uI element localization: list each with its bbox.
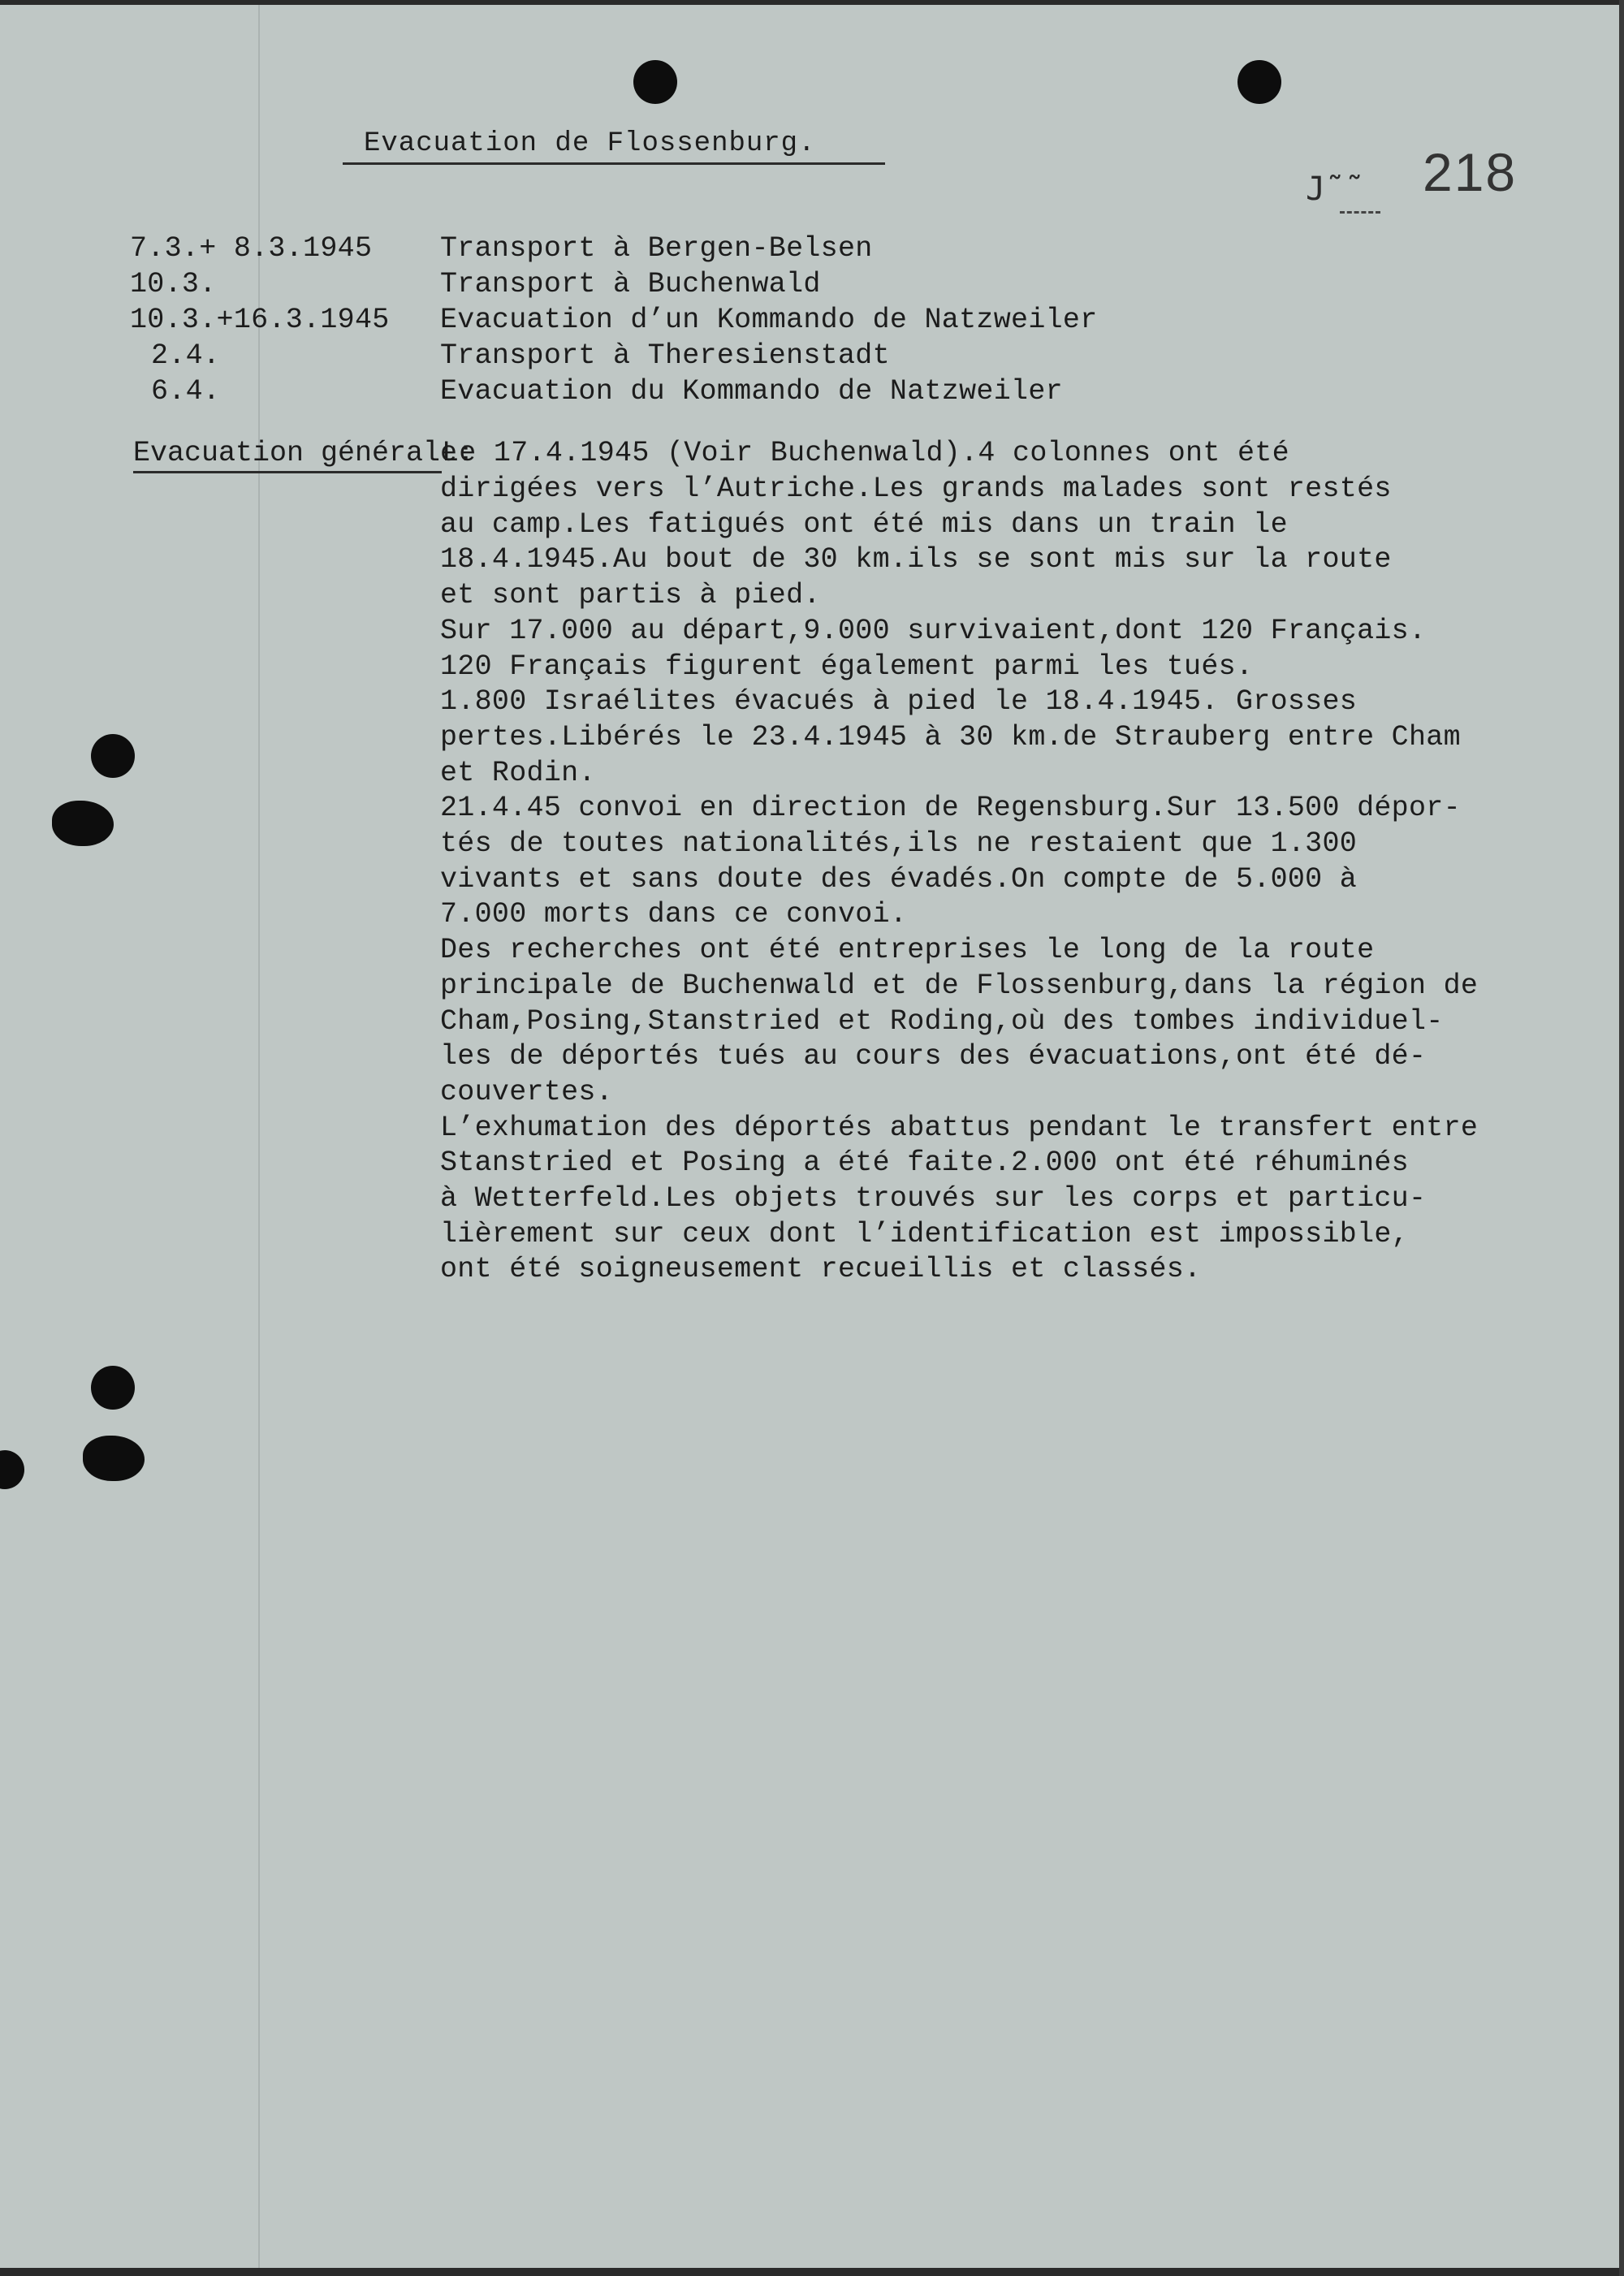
general-body-line: à Wetterfeld.Les objets trouvés sur les corps et particu- xyxy=(440,1182,1427,1215)
transport-event: Transport à Theresienstadt xyxy=(440,339,890,372)
transport-date: 6.4. xyxy=(151,375,221,408)
general-body-line: tés de toutes nationalités,ils ne restaient que 1.300 xyxy=(440,827,1358,860)
stamp-dashes xyxy=(1340,211,1380,214)
punch-hole xyxy=(1237,60,1281,104)
general-body-line: ont été soigneusement recueillis et classés. xyxy=(440,1253,1202,1286)
general-body-line: lièrement sur ceux dont l’identification est impossible, xyxy=(440,1217,1409,1250)
title-underline xyxy=(343,162,885,165)
general-body-line: 21.4.45 convoi en direction de Regensburg.Sur 13.500 dépor- xyxy=(440,792,1461,825)
transport-event: Evacuation d’un Kommando de Natzweiler xyxy=(440,304,1098,336)
general-body-line: vivants et sans doute des évadés.On compte de 5.000 à xyxy=(440,862,1358,896)
transport-event: Evacuation du Kommando de Natzweiler xyxy=(440,375,1063,408)
general-body-line: 1.800 Israélites évacués à pied le 18.4.1945. Grosses xyxy=(440,685,1358,719)
transport-date: 10.3. xyxy=(130,268,217,300)
punch-hole xyxy=(0,1450,24,1489)
general-body-line: couvertes. xyxy=(440,1075,614,1108)
general-body-line: Sur 17.000 au départ,9.000 survivaient,dont 120 Français. xyxy=(440,614,1427,647)
document-title: Evacuation de Flossenburg. xyxy=(364,128,816,159)
general-body-line: et Rodin. xyxy=(440,756,596,789)
margin-line xyxy=(258,0,260,2276)
punch-hole xyxy=(91,734,135,778)
general-body-line: au camp.Les fatigués ont été mis dans un train le xyxy=(440,507,1288,541)
general-body-line: 120 Français figurent également parmi les tués. xyxy=(440,650,1254,683)
general-body-line: Stanstried et Posing a été faite.2.000 ont été réhuminés xyxy=(440,1147,1409,1180)
general-body-line: dirigées vers l’Autriche.Les grands malades sont restés xyxy=(440,473,1392,505)
transport-date: 7.3.+ 8.3.1945 xyxy=(130,232,373,265)
scan-edge-top xyxy=(0,0,1624,5)
general-body-line: principale de Buchenwald et de Flossenburg,dans la région de xyxy=(440,969,1479,1002)
general-body-line: 18.4.1945.Au bout de 30 km.ils se sont mis sur la route xyxy=(440,543,1392,577)
transport-date: 10.3.+16.3.1945 xyxy=(130,304,390,336)
transport-event: Transport à Buchenwald xyxy=(440,268,821,300)
general-first-line: Le 17.4.1945 (Voir Buchenwald).4 colonnes ont été xyxy=(442,437,1289,469)
general-body-line: pertes.Libérés le 23.4.1945 à 30 km.de Strauberg entre Cham xyxy=(440,720,1461,754)
transport-event: Transport à Bergen-Belsen xyxy=(440,232,873,265)
general-body-line: Cham,Posing,Stanstried et Roding,où des tombes individuel- xyxy=(440,1004,1444,1038)
punch-hole xyxy=(91,1366,135,1410)
general-evacuation-label: Evacuation générale: xyxy=(133,437,475,469)
page-number: 218 xyxy=(1423,142,1518,202)
scan-edge-bottom xyxy=(0,2268,1624,2276)
transport-date: 2.4. xyxy=(151,339,221,372)
general-body-line: les de déportés tués au cours des évacuations,ont été dé- xyxy=(440,1040,1427,1073)
general-body-line: et sont partis à pied. xyxy=(440,579,821,612)
general-evacuation-underline xyxy=(133,471,442,473)
punch-hole xyxy=(633,60,677,104)
stamp-mark: J˜˜ xyxy=(1306,171,1365,208)
general-body-line: L’exhumation des déportés abattus pendant le transfert entre xyxy=(440,1111,1479,1144)
general-body-line: 7.000 morts dans ce convoi. xyxy=(440,898,908,931)
punch-hole xyxy=(52,801,114,846)
punch-hole xyxy=(83,1436,145,1481)
general-body-line: Des recherches ont été entreprises le long de la route xyxy=(440,934,1375,967)
scan-edge-right xyxy=(1619,0,1624,2276)
